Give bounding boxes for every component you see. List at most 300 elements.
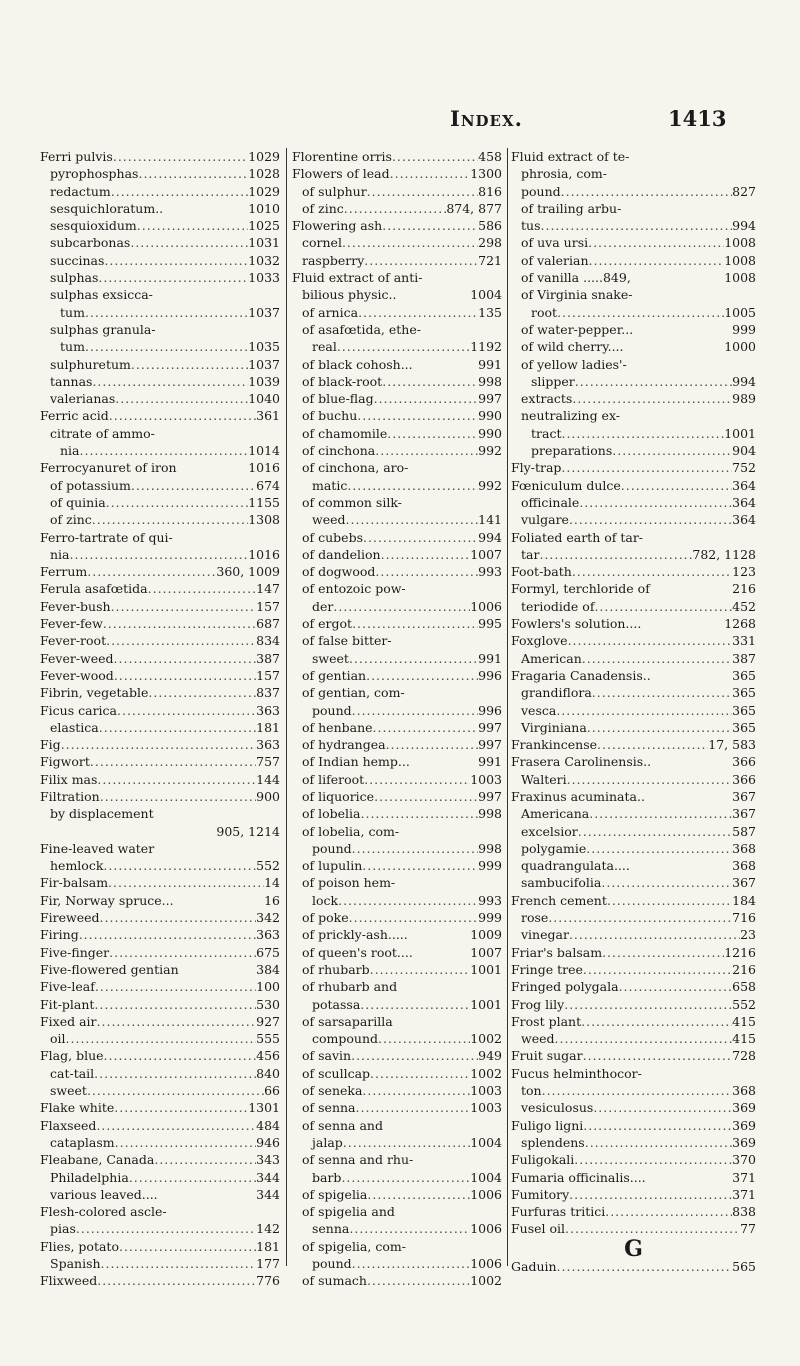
entry-term: root — [531, 304, 558, 320]
index-entry — [511, 840, 756, 857]
entry-term: tum — [60, 339, 85, 355]
entry-page: 1006 — [470, 1221, 502, 1237]
entry-term: Ferrocyanuret of iron — [40, 460, 177, 476]
index-entry — [511, 477, 756, 494]
entry-page: 216 — [732, 961, 756, 977]
entry-term: of spigelia, com- — [302, 1238, 406, 1254]
entry-term: of yellow ladies'- — [521, 356, 627, 372]
entry-term: Fixed air — [40, 1013, 97, 1029]
entry-term: of Virginia snake- — [521, 287, 633, 303]
entry-page: 1000 — [724, 339, 756, 355]
entry-page: 674 — [256, 477, 280, 493]
leader-dots — [556, 702, 732, 719]
index-entry — [292, 684, 502, 701]
entry-term: pound — [521, 183, 561, 199]
entry-term: elastica — [50, 719, 99, 735]
leader-dots — [114, 1099, 248, 1116]
entry-page: 365 — [732, 685, 756, 701]
entry-page: 1039 — [248, 373, 280, 389]
leader-dots — [575, 373, 732, 390]
entry-page: 994 — [478, 529, 502, 545]
leader-dots — [569, 1186, 732, 1203]
leader-dots — [111, 598, 257, 615]
leader-dots — [130, 234, 248, 251]
leader-dots — [349, 1220, 470, 1237]
entry-term: slipper — [531, 373, 575, 389]
entry-term: of valerian — [521, 252, 589, 268]
entry-page: 415 — [732, 1031, 756, 1047]
leader-dots — [94, 1065, 256, 1082]
index-entry — [511, 183, 756, 200]
index-entry — [40, 217, 280, 234]
leader-dots — [97, 1013, 257, 1030]
leader-dots — [612, 442, 732, 459]
entry-page: 369 — [732, 1134, 756, 1150]
entry-term: vinegar — [521, 927, 569, 943]
entry-page: 998 — [478, 806, 502, 822]
index-entry — [292, 165, 502, 182]
entry-term: of trailing arbu- — [521, 200, 622, 216]
index-entry — [40, 1203, 280, 1220]
entry-term: sulphuretum — [50, 356, 131, 372]
entry-term: grandiflora — [521, 685, 592, 701]
leader-dots — [115, 1134, 256, 1151]
entry-term: of zinc — [302, 200, 344, 216]
index-entry — [292, 702, 502, 719]
entry-page: 369 — [732, 1100, 756, 1116]
entry-page: 1004 — [470, 1134, 502, 1150]
entry-term: excelsior — [521, 823, 578, 839]
index-entry — [292, 1065, 502, 1082]
entry-page: 997 — [478, 737, 502, 753]
leader-dots — [66, 1030, 257, 1047]
entry-page: 181 — [256, 719, 280, 735]
entry-page: 387 — [256, 650, 280, 666]
index-entry — [40, 615, 280, 632]
entry-term: of spigelia — [302, 1186, 368, 1202]
column-divider — [507, 148, 508, 1266]
entry-term: Fringe tree — [511, 961, 583, 977]
entry-term: tar — [521, 546, 540, 562]
entry-term: of dogwood — [302, 564, 376, 580]
index-entry — [292, 321, 502, 338]
leader-dots — [106, 632, 256, 649]
entry-term: of dandelion — [302, 546, 381, 562]
leader-dots — [148, 580, 257, 597]
leader-dots — [131, 477, 256, 494]
index-entry — [40, 978, 280, 995]
index-entry — [511, 753, 756, 770]
entry-term: of liquorice — [302, 788, 375, 804]
entry-page: 989 — [732, 391, 756, 407]
entry-term: raspberry — [302, 252, 365, 268]
index-entry — [511, 667, 756, 684]
entry-term: Fit-plant — [40, 996, 95, 1012]
index-entry — [511, 996, 756, 1013]
entry-term: weed — [521, 1031, 555, 1047]
entry-term: Virginiana — [521, 719, 587, 735]
index-entry — [40, 736, 280, 753]
entry-term: Fleabane, Canada — [40, 1152, 155, 1168]
index-entry — [40, 1099, 280, 1116]
entry-page: 484 — [256, 1117, 280, 1133]
leader-dots — [338, 892, 478, 909]
leader-dots — [333, 598, 470, 615]
entry-page: 1035 — [248, 339, 280, 355]
entry-page: 216 — [732, 581, 756, 597]
index-entry — [40, 356, 280, 373]
index-entry — [292, 978, 502, 995]
index-entry — [511, 494, 756, 511]
entry-page: 993 — [478, 892, 502, 908]
entry-term: of gentian — [302, 667, 367, 683]
leader-dots — [375, 442, 478, 459]
index-entry — [292, 1099, 502, 1116]
entry-page: 135 — [478, 304, 502, 320]
leader-dots — [344, 200, 447, 217]
entry-page: 1192 — [470, 339, 502, 355]
entry-term: of savin — [302, 1048, 352, 1064]
index-entry — [511, 563, 756, 580]
leader-dots — [568, 632, 733, 649]
entry-page: 1308 — [248, 512, 280, 528]
leader-dots — [548, 909, 732, 926]
index-entry — [40, 200, 280, 217]
entry-term: pyrophosphas — [50, 166, 139, 182]
entry-term: Flake white — [40, 1100, 115, 1116]
leader-dots — [602, 944, 724, 961]
index-entry — [511, 442, 756, 459]
entry-page: 1006 — [470, 1186, 502, 1202]
entry-page: 371 — [732, 1169, 756, 1185]
leader-dots — [85, 338, 248, 355]
entry-term: phrosia, com- — [521, 166, 607, 182]
entry-page: 949 — [478, 1048, 502, 1064]
index-entry — [511, 338, 756, 355]
index-entry — [40, 840, 280, 857]
entry-page: 364 — [732, 477, 756, 493]
entry-page: 123 — [732, 564, 756, 580]
index-entry — [292, 442, 502, 459]
entry-term: Five-leaf — [40, 979, 95, 995]
leader-dots — [87, 563, 216, 580]
entry-page: 370 — [732, 1152, 756, 1168]
index-entry — [292, 874, 502, 891]
index-entry — [40, 459, 280, 476]
entry-page: 367 — [732, 806, 756, 822]
index-entry — [40, 494, 280, 511]
entry-page: 1009 — [470, 927, 502, 943]
entry-page: 1029 — [248, 149, 280, 164]
entry-term: of poke — [302, 910, 349, 926]
entry-term: Fluid extract of te- — [511, 149, 630, 164]
leader-dots — [98, 269, 248, 286]
index-entry — [511, 1117, 756, 1134]
entry-term: real — [312, 339, 337, 355]
index-entry — [292, 1151, 502, 1168]
entry-term: vesiculosus — [521, 1100, 594, 1116]
index-entry — [40, 1134, 280, 1151]
index-entry — [292, 926, 502, 943]
leader-dots — [569, 511, 732, 528]
entry-term: of vanilla .....849, — [521, 270, 631, 286]
entry-term: Ferula asafœtida — [40, 581, 148, 597]
index-entry — [40, 252, 280, 269]
entry-term: American — [521, 650, 582, 666]
index-entry — [511, 148, 756, 165]
entry-term: polygamie — [521, 840, 587, 856]
entry-term: Friar's balsam — [511, 944, 603, 960]
index-entry — [292, 1082, 502, 1099]
entry-page: 1007 — [470, 546, 502, 562]
entry-term: sulphas granula- — [50, 321, 156, 337]
index-entry — [40, 269, 280, 286]
entry-page: 100 — [256, 979, 280, 995]
index-entry — [511, 217, 756, 234]
leader-dots — [367, 1272, 470, 1289]
index-entry — [511, 926, 756, 943]
index-entry — [40, 563, 280, 580]
index-entry — [292, 1186, 502, 1203]
entry-page: 990 — [478, 425, 502, 441]
entry-page: 184 — [732, 892, 756, 908]
index-entry — [40, 753, 280, 770]
index-entry — [40, 165, 280, 182]
entry-term: of black cohosh... — [302, 356, 413, 372]
leader-dots — [539, 546, 692, 563]
leader-dots — [97, 771, 256, 788]
entry-term: subcarbonas — [50, 235, 131, 251]
leader-dots — [392, 148, 478, 165]
entry-term: compound — [312, 1031, 379, 1047]
index-column-3 — [511, 148, 756, 1275]
entry-page: 1032 — [248, 252, 280, 268]
entry-page: 728 — [732, 1048, 756, 1064]
leader-dots — [108, 874, 264, 891]
entry-page: 1155 — [248, 494, 280, 510]
index-entry — [511, 1258, 756, 1275]
entry-term: officinale — [521, 494, 580, 510]
page-number: 1413 — [668, 106, 727, 131]
leader-dots — [374, 390, 479, 407]
entry-page: 368 — [732, 858, 756, 874]
entry-page: 363 — [256, 702, 280, 718]
entry-term: cornel — [302, 235, 342, 251]
entry-page: 905, 1214 — [216, 823, 280, 839]
index-entry — [40, 944, 280, 961]
index-entry — [292, 650, 502, 667]
index-entry — [40, 650, 280, 667]
index-entry — [511, 719, 756, 736]
entry-page: 1037 — [248, 304, 280, 320]
entry-term: various leaved.... — [50, 1186, 158, 1202]
leader-dots — [352, 702, 479, 719]
index-entry — [292, 1255, 502, 1272]
page-title: Index. — [450, 106, 523, 131]
index-entry — [292, 615, 502, 632]
index-entry — [40, 771, 280, 788]
entry-term: Fibrin, vegetable — [40, 685, 149, 701]
leader-dots — [594, 598, 732, 615]
leader-dots — [113, 148, 248, 165]
entry-term: sambucifolia — [521, 875, 602, 891]
entry-page: 367 — [732, 788, 756, 804]
leader-dots — [352, 615, 478, 632]
leader-dots — [90, 753, 256, 770]
entry-page: 993 — [478, 564, 502, 580]
entry-term: of seneka — [302, 1083, 363, 1099]
index-entry — [292, 1134, 502, 1151]
entry-page: 1008 — [724, 270, 756, 286]
entry-term: of henbane — [302, 719, 373, 735]
entry-page: 999 — [732, 321, 756, 337]
index-entry — [292, 892, 502, 909]
index-entry — [40, 1013, 280, 1030]
index-entry — [511, 961, 756, 978]
entry-term: of ergot — [302, 616, 353, 632]
leader-dots — [561, 425, 724, 442]
entry-page: 840 — [256, 1065, 280, 1081]
entry-term: of cubebs — [302, 529, 363, 545]
entry-term: pound — [312, 702, 352, 718]
index-entry — [40, 632, 280, 649]
leader-dots — [621, 477, 732, 494]
index-entry — [40, 1255, 280, 1272]
leader-dots — [61, 736, 256, 753]
entry-term: Fever-wood — [40, 667, 114, 683]
leader-dots — [115, 390, 248, 407]
entry-page: 1004 — [470, 287, 502, 303]
entry-term: of cinchona, aro- — [302, 460, 409, 476]
entry-page: 586 — [478, 218, 502, 234]
index-entry — [511, 356, 756, 373]
entry-page: 990 — [478, 408, 502, 424]
leader-dots — [343, 1134, 470, 1151]
entry-term: Fever-bush — [40, 598, 111, 614]
leader-dots — [561, 183, 733, 200]
leader-dots — [565, 1220, 740, 1237]
leader-dots — [601, 874, 732, 891]
entry-page: 23 — [740, 927, 756, 943]
entry-page: 1216 — [724, 944, 756, 960]
entry-page: 837 — [256, 685, 280, 701]
leader-dots — [541, 217, 733, 234]
entry-term: of chamomile — [302, 425, 388, 441]
index-entry — [40, 598, 280, 615]
entry-term: Walteri — [521, 771, 567, 787]
entry-page: 298 — [478, 235, 502, 251]
index-entry — [292, 252, 502, 269]
entry-term: French cement — [511, 892, 607, 908]
entry-term: nia — [50, 546, 70, 562]
entry-page: 415 — [732, 1013, 756, 1029]
leader-dots — [114, 667, 256, 684]
entry-term: Fly-trap — [511, 460, 562, 476]
index-entry — [511, 200, 756, 217]
entry-page: 992 — [478, 477, 502, 493]
index-entry — [511, 321, 756, 338]
index-entry — [511, 684, 756, 701]
entry-page: 776 — [256, 1273, 280, 1289]
leader-dots — [587, 719, 732, 736]
entry-term: of potassium — [50, 477, 131, 493]
leader-dots — [592, 684, 732, 701]
entry-term: of common silk- — [302, 494, 402, 510]
index-entry — [40, 511, 280, 528]
entry-term: preparations — [531, 443, 613, 459]
index-entry — [511, 1099, 756, 1116]
entry-term: of prickly-ash..... — [302, 927, 408, 943]
entry-page: 838 — [732, 1204, 756, 1220]
leader-dots — [360, 996, 470, 1013]
index-entry — [511, 736, 756, 753]
entry-term: Fever-root — [40, 633, 107, 649]
entry-page: 360, 1009 — [216, 564, 280, 580]
entry-term: of hydrangea — [302, 737, 386, 753]
entry-term: sesquioxidum — [50, 218, 137, 234]
leader-dots — [117, 702, 256, 719]
index-entry — [40, 1186, 280, 1203]
index-entry — [40, 407, 280, 424]
entry-term: matic — [312, 477, 348, 493]
entry-page: 1002 — [470, 1273, 502, 1289]
index-entry — [292, 580, 502, 597]
entry-term: tract — [531, 425, 562, 441]
leader-dots — [607, 892, 732, 909]
entry-term: Fusel oil — [511, 1221, 566, 1237]
index-entry — [40, 477, 280, 494]
index-entry — [40, 805, 280, 822]
entry-page: 157 — [256, 598, 280, 614]
entry-term: pias — [50, 1221, 76, 1237]
index-entry — [40, 442, 280, 459]
leader-dots — [352, 840, 479, 857]
leader-dots — [92, 373, 248, 390]
entry-page: 757 — [256, 754, 280, 770]
entry-page: 997 — [478, 719, 502, 735]
entry-term: Fuligo ligni — [511, 1117, 584, 1133]
entry-term: Florentine orris — [292, 149, 392, 164]
entry-term: neutralizing ex- — [521, 408, 621, 424]
index-entry — [40, 926, 280, 943]
leader-dots — [583, 961, 732, 978]
entry-page: 365 — [732, 702, 756, 718]
entry-page: 996 — [478, 667, 502, 683]
leader-dots — [106, 494, 249, 511]
entry-page: 344 — [256, 1169, 280, 1185]
entry-page: 1001 — [470, 961, 502, 977]
entry-term: Foot-bath — [511, 564, 572, 580]
entry-page: 365 — [732, 719, 756, 735]
leader-dots — [589, 805, 732, 822]
index-column-1 — [40, 148, 280, 1290]
entry-term: valerianas — [50, 391, 116, 407]
entry-page: 991 — [478, 356, 502, 372]
entry-term: Flixweed — [40, 1273, 98, 1289]
index-entry — [40, 390, 280, 407]
leader-dots — [99, 719, 256, 736]
leader-dots — [382, 373, 478, 390]
index-entry — [292, 1272, 502, 1289]
leader-dots — [555, 1030, 733, 1047]
entry-page: 363 — [256, 737, 280, 753]
entry-page: 365 — [732, 667, 756, 683]
entry-term: of senna and rhu- — [302, 1152, 414, 1168]
entry-term: citrate of ammo- — [50, 425, 155, 441]
leader-dots — [362, 857, 478, 874]
entry-term: vesca — [521, 702, 557, 718]
index-entry — [511, 823, 756, 840]
